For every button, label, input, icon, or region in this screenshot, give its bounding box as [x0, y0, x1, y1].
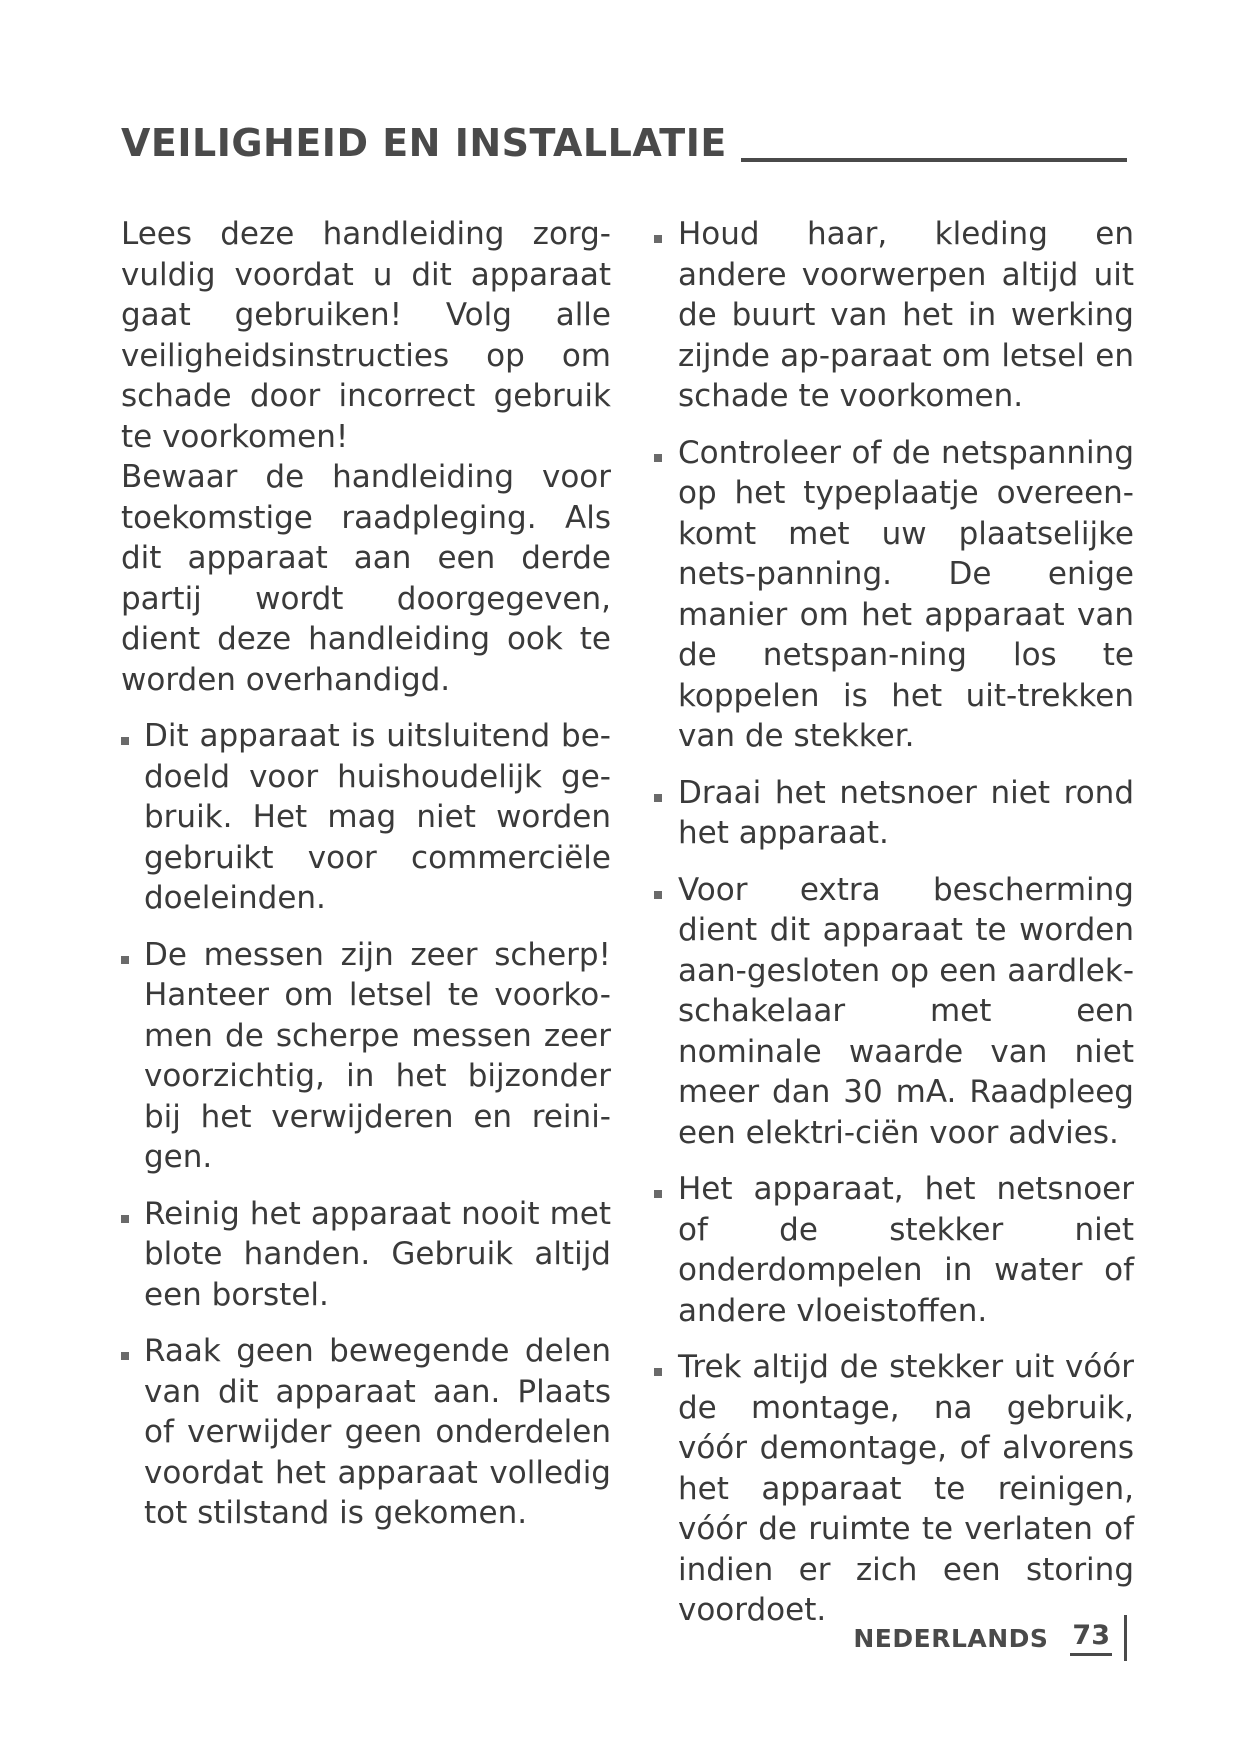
list-item	[121, 1194, 611, 1316]
list-item-text: Trek altijd de stekker uit vóór de montage, na gebruik, vóór demontage, of alvorens het apparaat te reinigen, vóór de ruimte te verlaten of indien er zich een storing voordoet.	[678, 1349, 1134, 1628]
page-number: 73	[1070, 1620, 1112, 1656]
list-item-text: Houd haar, kleding en andere voorwerpen altijd uit de buurt van het in werking zijnde ap-paraat om letsel en schade te voorkomen.	[678, 216, 1134, 414]
page-footer	[853, 1612, 1127, 1664]
list-item-text: Reinig het apparaat nooit met blote handen. Gebruik altijd een borstel.	[144, 1195, 611, 1313]
page-heading	[121, 116, 1127, 164]
square-bullet-icon	[654, 235, 662, 243]
intro-text	[121, 214, 611, 700]
list-item	[121, 1331, 611, 1534]
safety-list-right	[654, 214, 1134, 1631]
intro-paragraph: Bewaar de handleiding voor toekomstige raadpleging. Als dit apparaat aan een derde partij wordt doorgegeven, dient deze handleiding ook te worden overhandigd.	[121, 459, 611, 698]
list-item	[654, 870, 1134, 1154]
page-number-box	[1070, 1615, 1127, 1661]
square-bullet-icon	[654, 794, 662, 802]
square-bullet-icon	[121, 1215, 129, 1223]
list-item-text: Dit apparaat is uitsluitend be-doeld voor huishoudelijk ge-bruik. Het mag niet worden gebruikt voor commerciële doeleinden.	[144, 718, 611, 916]
list-item	[654, 1169, 1134, 1331]
list-item-text: Raak geen bewegende delen van dit apparaat aan. Plaats of verwijder geen onderdelen voordat het apparaat volledig tot stilstand is gekomen.	[144, 1333, 611, 1531]
safety-list-left	[121, 716, 611, 1534]
square-bullet-icon	[654, 1190, 662, 1198]
footer-language: NEDERLANDS	[853, 1623, 1049, 1653]
square-bullet-icon	[654, 1368, 662, 1376]
list-item-text: Controleer of de netspanning op het typeplaatje overeen-komt met uw plaatselijke nets-panning. De enige manier om het apparaat van de netspan-ning los te koppelen is het uit-trekken van de stekker.	[678, 434, 1134, 754]
square-bullet-icon	[121, 737, 129, 745]
list-item-text: Het apparaat, het netsnoer of de stekker niet onderdompelen in water of andere vloeistoffen.	[678, 1171, 1134, 1329]
list-item	[121, 935, 611, 1178]
list-item	[654, 214, 1134, 417]
square-bullet-icon	[654, 454, 662, 462]
list-item	[121, 716, 611, 919]
intro-paragraph: Lees deze handleiding zorg-vuldig voordat u dit apparaat gaat gebruiken! Volg alle veiligheidsinstructies op om schade door incorrect gebruik te voorkomen!	[121, 216, 611, 455]
square-bullet-icon	[121, 956, 129, 964]
list-item-text: Voor extra bescherming dient dit apparaat te worden aan-gesloten op een aardlek-schakelaar met een nominale waarde van niet meer dan 30 mA. Raadpleeg een elektri-ciën voor advies.	[678, 871, 1134, 1151]
list-item	[654, 1347, 1134, 1631]
list-item-text: Draai het netsnoer niet rond het apparaat.	[678, 774, 1134, 851]
left-column	[121, 214, 611, 1550]
right-column	[654, 214, 1134, 1647]
square-bullet-icon	[654, 891, 662, 899]
list-item	[654, 773, 1134, 854]
square-bullet-icon	[121, 1352, 129, 1360]
heading-rule	[741, 158, 1127, 162]
page-title: VEILIGHEID EN INSTALLATIE	[121, 121, 727, 165]
list-item-text: De messen zijn zeer scherp! Hanteer om letsel te voorko-men de scherpe messen zeer voorzichtig, in het bijzonder bij het verwijderen en reini-gen.	[144, 936, 611, 1175]
list-item	[654, 433, 1134, 757]
